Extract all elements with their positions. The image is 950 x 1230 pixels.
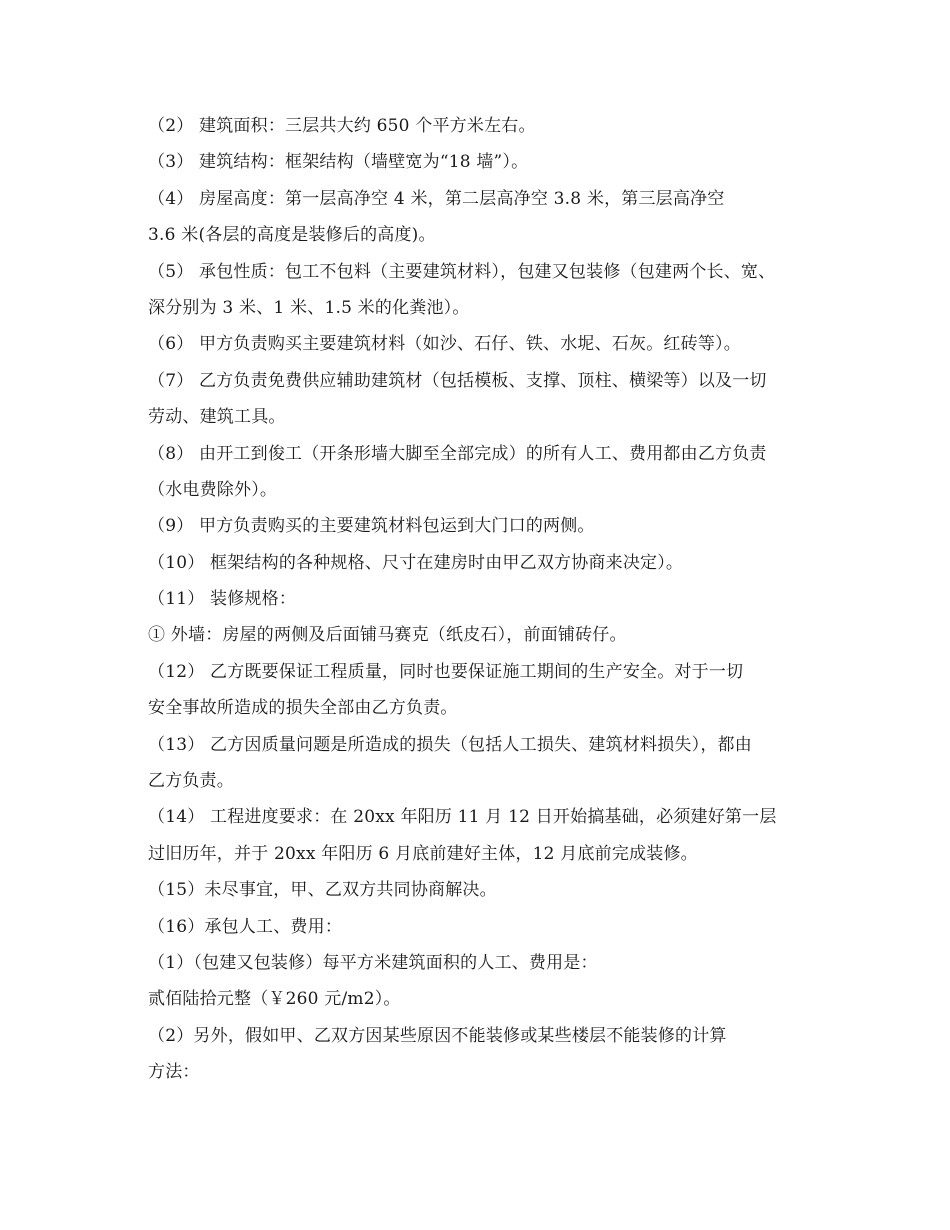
paragraph-line: （4） 房屋高度：第一层高净空 4 米，第二层高净空 3.8 米，第三层高净空 [148,188,725,209]
paragraph-line: （12） 乙方既要保证工程质量，同时也要保证施工期间的生产安全。对于一切 [148,661,744,682]
paragraph-line: （10） 框架结构的各种规格、尺寸在建房时由甲乙双方协商来决定）。 [148,552,684,573]
paragraph-line: 深分别为 3 米、1 米、1.5 米的化粪池）。 [148,297,470,318]
paragraph-line: 过旧历年，并于 20xx 年阳历 6 月底前建好主体，12 月底前完成装修。 [148,843,698,864]
paragraph-line: （6） 甲方负责购买主要建筑材料（如沙、石仔、铁、水坭、石灰。红砖等）。 [148,334,741,355]
paragraph-line: （11） 装修规格： [148,589,297,610]
paragraph-line: （16）承包人工、费用： [148,916,343,937]
paragraph-line: （13） 乙方因质量问题是所造成的损失（包括人工损失、建筑材料损失），都由 [148,734,752,755]
document-body [148,108,848,1091]
paragraph-line: （14） 工程进度要求：在 20xx 年阳历 11 月 12 日开始搞基础，必须建好第一层 [148,807,777,828]
paragraph-line: （7） 乙方负责免费供应辅助建筑材（包括模板、支撑、顶柱、横梁等）以及一切 [148,370,767,391]
paragraph-line: （3） 建筑结构：框架结构（墙壁宽为“18 墙”）。 [148,152,529,173]
paragraph-line: （2） 建筑面积：三层共大约 650 个平方米左右。 [148,116,536,136]
paragraph-line: 方法： [148,1062,200,1083]
paragraph-line: 贰佰陆拾元整（￥260 元/m2）。 [148,989,401,1010]
paragraph-line: （9） 甲方负责购买的主要建筑材料包运到大门口的两侧。 [148,516,595,537]
paragraph-line: ① 外墙：房屋的两侧及后面铺马赛克（纸皮石），前面铺砖仔。 [148,625,627,646]
paragraph-line: （水电费除外）。 [148,479,278,500]
paragraph-line: （2）另外，假如甲、乙双方因某些原因不能装修或某些楼层不能装修的计算 [148,1025,727,1046]
paragraph-line: 3.6 米(各层的高度是装修后的高度)。 [148,225,436,246]
paragraph-line: 安全事故所造成的损失全部由乙方负责。 [148,698,458,719]
paragraph-line: 劳动、建筑工具。 [148,407,286,428]
paragraph-line: （8） 由开工到俊工（开条形墙大脚至全部完成）的所有人工、费用都由乙方负责 [148,443,767,464]
paragraph-line: （5） 承包性质：包工不包料（主要建筑材料），包建又包装修（包建两个长、宽、 [148,261,776,282]
paragraph-line: （1）（包建又包装修）每平方米建筑面积的人工、费用是： [148,952,598,973]
paragraph-line: 乙方负责。 [148,771,234,792]
paragraph-line: （15）未尽事宜，甲、乙双方共同协商解决。 [148,880,497,901]
